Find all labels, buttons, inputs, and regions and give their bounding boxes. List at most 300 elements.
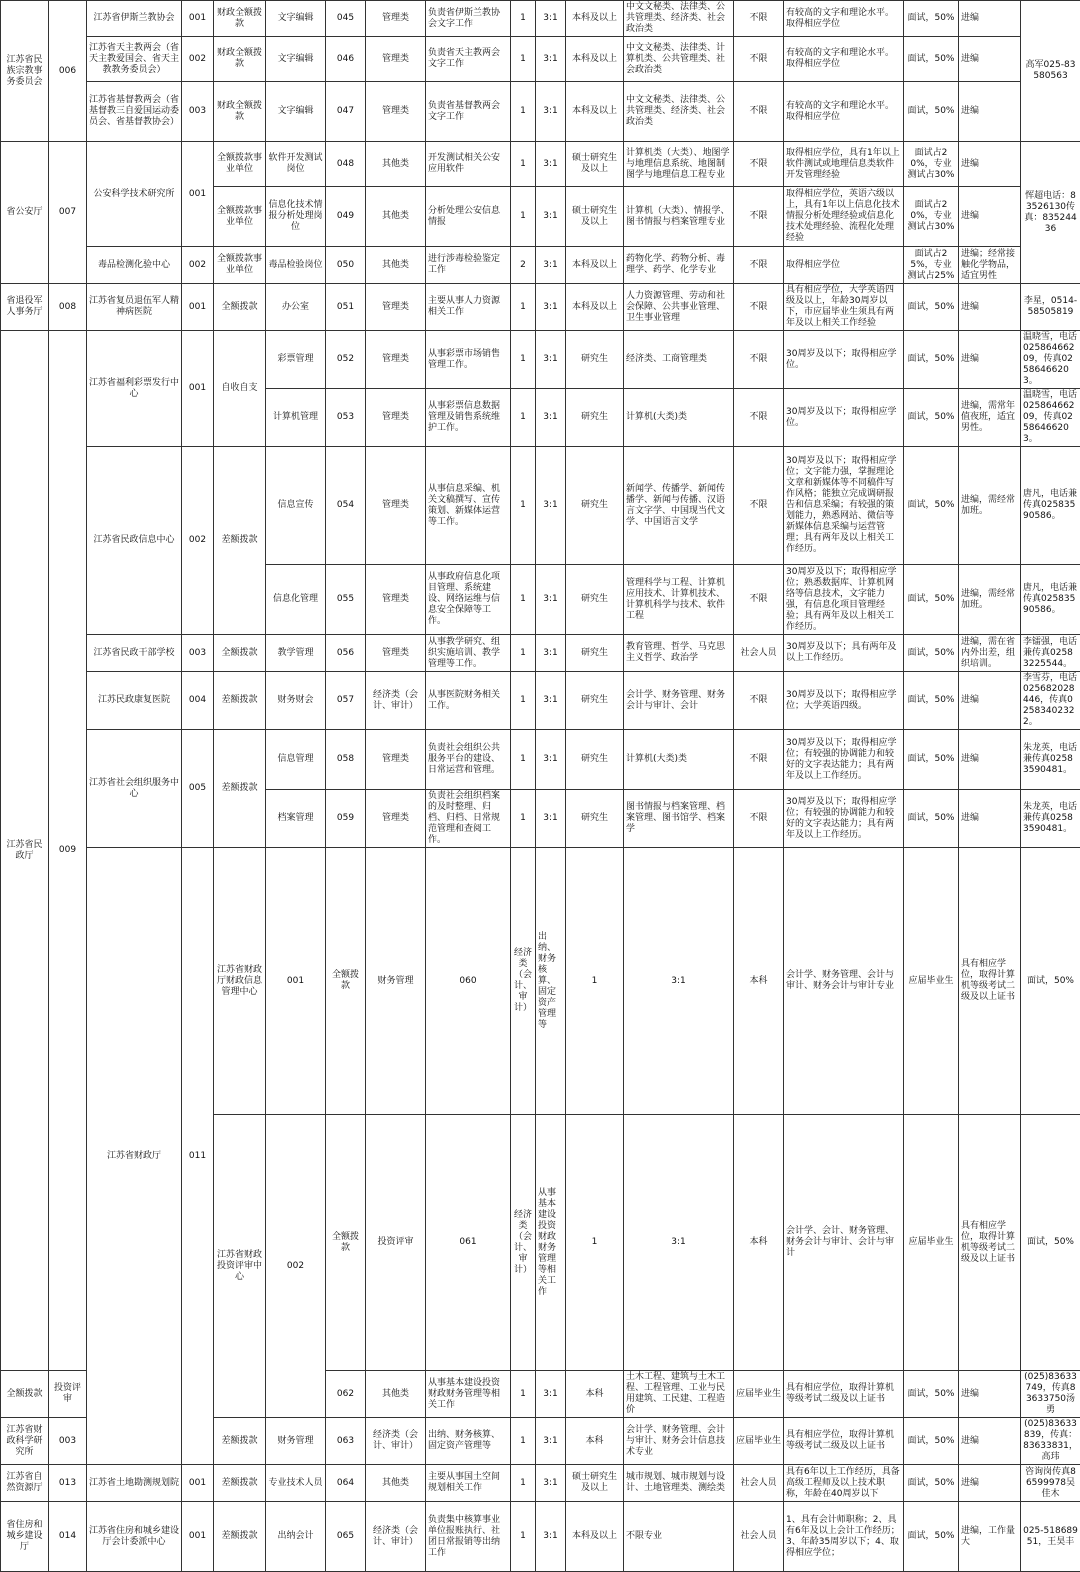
table-cell: 3:1 xyxy=(536,389,566,447)
table-cell: 差额拨款 xyxy=(214,1418,266,1465)
table-cell: 009 xyxy=(49,331,87,1371)
table-cell: 3:1 xyxy=(624,848,734,1115)
table-cell: 025-51868951，王昊丰 xyxy=(1021,1502,1080,1572)
table-cell: 开发测试相关公安应用软件 xyxy=(426,142,511,187)
table-cell: 3:1 xyxy=(536,284,566,331)
table-cell: 管理类 xyxy=(366,331,426,389)
table-cell: 差额拨款 xyxy=(214,447,266,635)
table-cell: 不限 xyxy=(734,565,784,635)
table-cell: 信息宣传 xyxy=(266,447,326,565)
table-cell: 差额拨款 xyxy=(214,730,266,848)
table-cell: 研究生 xyxy=(566,672,624,730)
table-cell: 进编 xyxy=(959,730,1021,790)
table-cell: 进编 xyxy=(959,1465,1021,1502)
table-cell: 研究生 xyxy=(566,565,624,635)
table-cell: 江苏省民政干部学校 xyxy=(87,635,182,672)
table-row xyxy=(1,37,1080,82)
table-cell: 不限 xyxy=(734,447,784,565)
table-cell: 公安科学技术研究所 xyxy=(87,142,182,247)
table-cell: 江苏民政康复医院 xyxy=(87,672,182,730)
table-cell: 信息化技术情报分析处理岗位 xyxy=(266,187,326,247)
table-cell: 专业技术人员 xyxy=(266,1465,326,1502)
table-cell: 计算机（大类）、情报学、图书情报与档案管理专业 xyxy=(624,187,734,247)
table-cell: 1 xyxy=(511,1371,536,1418)
table-cell: 007 xyxy=(49,142,87,284)
table-cell: 不限 xyxy=(734,790,784,848)
table-cell: 3:1 xyxy=(536,142,566,187)
table-cell: 管理类 xyxy=(366,635,426,672)
table-cell: 有较高的文字和理论水平。取得相应学位 xyxy=(784,1,904,37)
table-cell: 主要从事国土空间规划相关工作 xyxy=(426,1465,511,1502)
table-cell: 面试，50% xyxy=(904,389,959,447)
table-cell: 温晓雪，电话02586466209，传真02586466203。 xyxy=(1021,389,1080,447)
table-cell: 从事教学研究、组织实施培训、教学管理等工作。 xyxy=(426,635,511,672)
table-cell: 新闻学、传播学、新闻传播学、新闻与传播、汉语言文字学、中国现当代文学、中国语言文学 xyxy=(624,447,734,565)
table-cell: 002 xyxy=(266,1115,326,1418)
table-cell: 咨询岗传真86599978吴佳木 xyxy=(1021,1465,1080,1502)
table-cell: 财务财会 xyxy=(266,672,326,730)
table-cell: 江苏省民政厅 xyxy=(1,331,49,1371)
table-cell: 其他类 xyxy=(366,247,426,284)
table-cell: 全额拨款事业单位 xyxy=(214,142,266,187)
table-cell: 1 xyxy=(511,672,536,730)
table-cell: 管理类 xyxy=(366,790,426,848)
table-row xyxy=(1,284,1080,331)
table-cell: 003 xyxy=(182,82,214,142)
table-cell: 056 xyxy=(326,635,366,672)
table-cell: 唐凡，电话兼传真02583590586。 xyxy=(1021,565,1080,635)
table-cell: 会计学、财务管理、会计与审计、财务会计信息技术专业 xyxy=(624,1418,734,1465)
table-cell: 1 xyxy=(511,1,536,37)
table-cell: 唐凡，电话兼传真02583590586。 xyxy=(1021,447,1080,565)
table-cell: 面试，50% xyxy=(904,790,959,848)
table-cell: 取得相应学位 xyxy=(784,247,904,284)
table-cell: 3:1 xyxy=(536,1465,566,1502)
table-cell: 003 xyxy=(49,1418,87,1465)
table-cell: 30周岁及以下；取得相应学位；大学英语四级。 xyxy=(784,672,904,730)
table-cell: 从事彩票市场销售管理工作。 xyxy=(426,331,511,389)
table-cell: 001 xyxy=(182,142,214,247)
table-cell: 朱龙英，电话兼传真02583590481。 xyxy=(1021,790,1080,848)
table-cell: 应届毕业生 xyxy=(904,848,959,1115)
table-cell: 经济类（会计、审计） xyxy=(511,848,536,1115)
table-row xyxy=(1,142,1080,187)
table-cell: 不限 xyxy=(734,389,784,447)
table-cell: 朱龙英，电话兼传真02583590481。 xyxy=(1021,730,1080,790)
table-cell: 001 xyxy=(182,1,214,37)
table-cell: 进编，需经常加班。 xyxy=(959,447,1021,565)
table-cell: 不限 xyxy=(734,284,784,331)
table-cell: 013 xyxy=(49,1465,87,1502)
table-cell: 软件开发测试岗位 xyxy=(266,142,326,187)
table-row xyxy=(1,1465,1080,1502)
table-cell: 有较高的文字和理论水平。取得相应学位 xyxy=(784,37,904,82)
table-cell: 065 xyxy=(326,1502,366,1572)
table-cell: 进编 xyxy=(959,672,1021,730)
table-cell: 1 xyxy=(511,730,536,790)
table-cell: 30周岁及以下；取得相应学位；有较强的协调能力和较好的文字表达能力；具有两年及以上工作经历。 xyxy=(784,730,904,790)
table-cell: 2 xyxy=(511,247,536,284)
table-cell: 信息化管理 xyxy=(266,565,326,635)
table-cell: 研究生 xyxy=(566,331,624,389)
table-cell: 财政全额拨款 xyxy=(214,82,266,142)
table-cell: 004 xyxy=(182,672,214,730)
table-cell: 人力资源管理、劳动和社会保障、公共事业管理、卫生事业管理 xyxy=(624,284,734,331)
table-cell: 具有相应学位，取得计算机等级考试二级及以上证书 xyxy=(784,1371,904,1418)
table-cell: 研究生 xyxy=(566,635,624,672)
table-cell: 江苏省财政厅 xyxy=(87,848,182,1465)
table-cell: 温晓雪，电话02586466209，传真02586466203。 xyxy=(1021,331,1080,389)
table-cell: 中文文秘类、法律类、公共管理类、经济类、社会政治类 xyxy=(624,1,734,37)
table-cell: 分析处理公安信息情报 xyxy=(426,187,511,247)
table-cell: 进编，需在省内外出差，组织培训。 xyxy=(959,635,1021,672)
table-cell: 其他类 xyxy=(366,187,426,247)
table-cell: 全额拨款事业单位 xyxy=(214,187,266,247)
table-cell: 059 xyxy=(326,790,366,848)
table-cell: 计算机(大类)类 xyxy=(624,730,734,790)
table-cell: 会计学、财务管理、财务会计与审计、会计 xyxy=(624,672,734,730)
table-cell: 051 xyxy=(326,284,366,331)
table-cell: 差额拨款 xyxy=(214,1502,266,1572)
table-cell: 办公室 xyxy=(266,284,326,331)
table-cell: 1 xyxy=(511,790,536,848)
table-cell: 其他类 xyxy=(366,1371,426,1418)
table-cell: 其他类 xyxy=(366,142,426,187)
table-cell: 档案管理 xyxy=(266,790,326,848)
table-cell: 1 xyxy=(511,1502,536,1572)
table-cell: 财务管理 xyxy=(366,848,426,1115)
table-cell: 负责社会组织公共服务平台的建设、日常运营和管理。 xyxy=(426,730,511,790)
table-cell: 面试，50% xyxy=(904,1371,959,1418)
table-cell: 经济类、工商管理类 xyxy=(624,331,734,389)
table-cell: 江苏省社会组织服务中心 xyxy=(87,730,182,848)
table-cell: 30周岁及以下；取得相应学位。 xyxy=(784,389,904,447)
table-cell: 30周岁及以下；取得相应学位。 xyxy=(784,331,904,389)
table-cell: (025)83633839，传真：83633831，高玮 xyxy=(1021,1418,1080,1465)
table-cell: 江苏省土地勘测规划院 xyxy=(87,1465,182,1502)
table-row xyxy=(1,635,1080,672)
table-cell: 负责省伊斯兰教协会文字工作 xyxy=(426,1,511,37)
table-cell: 文字编辑 xyxy=(266,82,326,142)
table-cell: 财政全额拨款 xyxy=(214,37,266,82)
table-cell: 取得相应学位，英语六级以上，具有1年以上信息化技术情报分析处理经验或信息化技术处理经验、流程化处理经验 xyxy=(784,187,904,247)
table-cell: 1 xyxy=(511,82,536,142)
table-cell: 文字编辑 xyxy=(266,37,326,82)
table-cell: 投资评审 xyxy=(49,1371,87,1418)
table-row xyxy=(1,1502,1080,1572)
table-cell: 经济类（会计、审计） xyxy=(366,672,426,730)
table-cell: 061 xyxy=(426,1115,511,1371)
table-cell: 信息管理 xyxy=(266,730,326,790)
table-cell: 面试，50% xyxy=(904,730,959,790)
table-cell: 001 xyxy=(182,1465,214,1502)
table-cell: 社会人员 xyxy=(734,635,784,672)
table-cell: 062 xyxy=(326,1371,366,1418)
table-cell: 药物化学、药物分析、毒理学、药学、化学专业 xyxy=(624,247,734,284)
table-cell: 3:1 xyxy=(536,37,566,82)
table-cell: 不限 xyxy=(734,82,784,142)
table-cell: 管理类 xyxy=(366,389,426,447)
table-cell: 002 xyxy=(182,247,214,284)
table-cell: 江苏省天主教两会（省天主教爱国会、省天主教教务委员会） xyxy=(87,37,182,82)
table-cell: 社会人员 xyxy=(734,1465,784,1502)
table-body xyxy=(1,1,1080,1572)
table-cell: 048 xyxy=(326,142,366,187)
table-cell: 省住房和城乡建设厅 xyxy=(1,1502,49,1572)
table-cell: 全额拨款 xyxy=(1,1371,49,1418)
table-cell: 本科及以上 xyxy=(566,284,624,331)
table-cell: 060 xyxy=(426,848,511,1115)
table-cell: 002 xyxy=(182,37,214,82)
table-cell: 1 xyxy=(511,142,536,187)
table-cell: 本科 xyxy=(734,1115,784,1371)
table-row xyxy=(1,331,1080,389)
table-cell: 不限 xyxy=(734,672,784,730)
table-cell: 不限 xyxy=(734,247,784,284)
table-cell: 3:1 xyxy=(536,1418,566,1465)
table-cell: 应届毕业生 xyxy=(734,1418,784,1465)
table-cell: 研究生 xyxy=(566,790,624,848)
table-cell: 江苏省住房和城乡建设厅会计委派中心 xyxy=(87,1502,182,1572)
table-cell: 008 xyxy=(49,284,87,331)
table-row xyxy=(1,82,1080,142)
table-cell: 计算机(大类)类 xyxy=(624,389,734,447)
table-cell: 面试，50% xyxy=(904,284,959,331)
table-cell: 江苏省财政科学研究所 xyxy=(1,1418,49,1465)
table-cell: 面试，50% xyxy=(1021,848,1080,1115)
table-cell: 046 xyxy=(326,37,366,82)
table-cell: 从事信息采编、机关文稿撰写、宣传策划、新媒体运营等工作。 xyxy=(426,447,511,565)
table-cell: 进行涉毒检验鉴定工作 xyxy=(426,247,511,284)
table-cell: 管理类 xyxy=(366,565,426,635)
table-cell: 3:1 xyxy=(536,82,566,142)
table-cell: 面试，50% xyxy=(904,82,959,142)
table-cell: 014 xyxy=(49,1502,87,1572)
table-cell: 1 xyxy=(511,389,536,447)
table-cell: 1 xyxy=(566,1115,624,1371)
table-cell: 出纳会计 xyxy=(266,1502,326,1572)
table-cell: 进编；经常接触化学物品，适宜男性 xyxy=(959,247,1021,284)
table-cell: 30周岁及以下；具有两年及以上工作经历。 xyxy=(784,635,904,672)
table-cell: 3:1 xyxy=(536,635,566,672)
table-cell: 取得相应学位，具有1年以上软件测试或地理信息类软件开发管理经验 xyxy=(784,142,904,187)
table-cell: 毒品检测化验中心 xyxy=(87,247,182,284)
table-cell: 财政全额拨款 xyxy=(214,1,266,37)
table-cell: 面试，50% xyxy=(904,1502,959,1572)
table-cell: 本科及以上 xyxy=(566,1,624,37)
table-cell: 江苏省自然资源厅 xyxy=(1,1465,49,1502)
table-cell: 进编 xyxy=(959,331,1021,389)
table-cell: 不限 xyxy=(734,1,784,37)
table-cell: 进编 xyxy=(959,82,1021,142)
table-cell: 具有相应学位，取得计算机等级考试二级及以上证书 xyxy=(959,848,1021,1115)
table-row xyxy=(1,672,1080,730)
table-cell: 本科及以上 xyxy=(566,37,624,82)
table-cell: 进编 xyxy=(959,37,1021,82)
table-cell: 面试占20%，专业测试占30% xyxy=(904,187,959,247)
table-cell: 面试，50% xyxy=(904,447,959,565)
table-cell: 差额拨款 xyxy=(214,1465,266,1502)
table-cell: 江苏省伊斯兰教协会 xyxy=(87,1,182,37)
table-cell: 3:1 xyxy=(536,672,566,730)
table-cell: 土木工程、建筑与土木工程、工程管理、工业与民用建筑、工民建、工程造价 xyxy=(624,1371,734,1418)
table-row xyxy=(1,848,1080,1115)
table-cell: 自收自支 xyxy=(214,331,266,447)
table-cell: 3:1 xyxy=(536,1502,566,1572)
table-cell: 进编，工作量大 xyxy=(959,1502,1021,1572)
table-cell: 全额拨款 xyxy=(326,848,366,1115)
table-cell: 有较高的文字和理论水平。取得相应学位 xyxy=(784,82,904,142)
table-cell: 面试，50% xyxy=(904,1,959,37)
table-cell: 文字编辑 xyxy=(266,1,326,37)
table-cell: 教学管理 xyxy=(266,635,326,672)
table-cell: 001 xyxy=(182,331,214,447)
table-cell: 彩票管理 xyxy=(266,331,326,389)
table-cell: 30周岁及以下；取得相应学位；熟悉数据库、计算机网络等信息技术，文字能力强，有信息化项目管理经验；具有两年及以上相关工作经历。 xyxy=(784,565,904,635)
table-cell: 本科 xyxy=(566,1371,624,1418)
table-cell: 001 xyxy=(266,848,326,1115)
table-cell: 进编 xyxy=(959,187,1021,247)
table-cell: 管理类 xyxy=(366,37,426,82)
table-cell: 3:1 xyxy=(536,730,566,790)
table-cell: 经济类（会计、审计） xyxy=(366,1418,426,1465)
table-cell: 江苏省民政信息中心 xyxy=(87,447,182,635)
table-cell: 城市规划、城市规划与设计、土地管理类、测绘类 xyxy=(624,1465,734,1502)
table-cell: 1 xyxy=(511,447,536,565)
table-cell: 053 xyxy=(326,389,366,447)
table-cell: 011 xyxy=(182,848,214,1465)
table-cell: 064 xyxy=(326,1465,366,1502)
table-cell: 负责集中核算事业单位报账执行、社团日常报销等出纳工作 xyxy=(426,1502,511,1572)
table-cell: 3:1 xyxy=(536,1,566,37)
table-cell: 全额拨款事业单位 xyxy=(214,247,266,284)
table-cell: 进编，需经常加班。 xyxy=(959,565,1021,635)
table-cell: 投资评审 xyxy=(366,1115,426,1371)
table-cell: 不限 xyxy=(734,37,784,82)
table-cell: 会计学、会计、财务管理、财务会计与审计、会计与审计 xyxy=(784,1115,904,1371)
table-cell: 面试占20%，专业测试占30% xyxy=(904,142,959,187)
table-cell: 进编 xyxy=(959,1371,1021,1418)
table-cell: 差额拨款 xyxy=(214,672,266,730)
table-cell: 经济类（会计、审计） xyxy=(511,1115,536,1371)
table-cell: 李镭强，电话兼传真02583225544。 xyxy=(1021,635,1080,672)
table-cell: 江苏省财政投资评审中心 xyxy=(214,1115,266,1418)
table-cell: 恽超电话：83526130传真：83524436 xyxy=(1021,142,1080,284)
table-cell: 管理类 xyxy=(366,447,426,565)
table-cell: 1 xyxy=(511,1465,536,1502)
table-cell: 不限 xyxy=(734,331,784,389)
table-cell: 负责社会组织档案的及时整理、归档、归档、日常规范管理和查阅工作。 xyxy=(426,790,511,848)
table-cell: 计算机管理 xyxy=(266,389,326,447)
table-cell: 李星，0514-58505819 xyxy=(1021,284,1080,331)
table-cell: 057 xyxy=(326,672,366,730)
table-cell: 出纳、财务核算、固定资产管理等 xyxy=(426,1418,511,1465)
table-cell: 主要从事人力资源相关工作 xyxy=(426,284,511,331)
table-cell: 不限专业 xyxy=(624,1502,734,1572)
table-cell: 面试，50% xyxy=(904,37,959,82)
table-cell: 负责省天主教两会文字工作 xyxy=(426,37,511,82)
table-cell: 055 xyxy=(326,565,366,635)
table-cell: 本科 xyxy=(734,848,784,1115)
table-cell: 江苏省财政厅财政信息管理中心 xyxy=(214,848,266,1115)
table-cell: 050 xyxy=(326,247,366,284)
table-cell: 063 xyxy=(326,1418,366,1465)
table-cell: 30周岁及以下；取得相应学位；文字能力强，掌握理论文章和新媒体等不同稿件写作风格；能独立完成调研报告和信息采编；有较强的策划能力，熟悉网站、微信等新媒体信息采编与运营管理；具有两年及以上相关工作经历。 xyxy=(784,447,904,565)
table-cell: 中文文秘类、法律类、公共管理类、经济类、社会政治类 xyxy=(624,82,734,142)
table-cell: 管理科学与工程、计算机应用技术、计算机技术、计算机科学与技术、软件工程 xyxy=(624,565,734,635)
table-cell: 高军025-83580563 xyxy=(1021,1,1080,142)
table-cell: 1 xyxy=(511,331,536,389)
table-row xyxy=(1,1,1080,37)
table-cell: 不限 xyxy=(734,142,784,187)
table-cell: 进编 xyxy=(959,284,1021,331)
table-cell: 从事基本建设投资财政财务管理等相关工作 xyxy=(536,1115,566,1371)
table-cell: 进编，需常年值夜班，适宜男性。 xyxy=(959,389,1021,447)
table-cell: 管理类 xyxy=(366,82,426,142)
table-cell: 江苏省民族宗教事务委员会 xyxy=(1,1,49,142)
table-cell: 教育管理、哲学、马克思主义哲学、政治学 xyxy=(624,635,734,672)
table-cell: 全额拨款 xyxy=(214,635,266,672)
table-cell: 图书情报与档案管理、档案管理、图书馆学、档案学 xyxy=(624,790,734,848)
table-cell: 江苏省基督教两会（省基督教三自爱国运动委员会、省基督教协会） xyxy=(87,82,182,142)
table-cell: 002 xyxy=(182,447,214,635)
table-cell: 001 xyxy=(182,1502,214,1572)
table-cell: 058 xyxy=(326,730,366,790)
table-cell: 不限 xyxy=(734,187,784,247)
table-cell: 面试，50% xyxy=(904,331,959,389)
table-cell: 硕士研究生及以上 xyxy=(566,1465,624,1502)
table-cell: 3:1 xyxy=(536,1371,566,1418)
table-cell: 应届毕业生 xyxy=(904,1115,959,1371)
table-cell: 研究生 xyxy=(566,447,624,565)
table-cell: 1 xyxy=(511,1418,536,1465)
table-cell: 049 xyxy=(326,187,366,247)
table-cell: 面试，50% xyxy=(904,635,959,672)
table-cell: 3:1 xyxy=(536,447,566,565)
table-cell: 054 xyxy=(326,447,366,565)
table-cell: 面试，50% xyxy=(1021,1115,1080,1371)
table-cell: 进编 xyxy=(959,790,1021,848)
table-cell: 1 xyxy=(511,37,536,82)
table-cell: 006 xyxy=(49,1,87,142)
table-cell: 管理类 xyxy=(366,1,426,37)
table-cell: 30周岁及以下；取得相应学位；有较强的协调能力和较好的文字表达能力；具有两年及以上工作经历。 xyxy=(784,790,904,848)
table-cell: 财务管理 xyxy=(266,1418,326,1465)
table-cell: 052 xyxy=(326,331,366,389)
table-cell: (025)83633749，传真83633750汤勇 xyxy=(1021,1371,1080,1418)
table-cell: 面试占25%，专业测试占25% xyxy=(904,247,959,284)
table-row xyxy=(1,447,1080,565)
table-cell: 从事基本建设投资财政财务管理等相关工作 xyxy=(426,1371,511,1418)
table-cell: 硕士研究生及以上 xyxy=(566,142,624,187)
table-cell: 本科 xyxy=(566,1418,624,1465)
table-cell: 从事医院财务相关工作。 xyxy=(426,672,511,730)
table-cell: 出纳、财务核算、固定资产管理等 xyxy=(536,848,566,1115)
table-cell: 具有相应学位，大学英语四级及以上，年龄30周岁以下，市应届毕业生须具有两年及以上相关工作经验 xyxy=(784,284,904,331)
table-cell: 面试，50% xyxy=(904,565,959,635)
table-cell: 研究生 xyxy=(566,389,624,447)
table-cell: 具有相应学位，取得计算机等级考试二级及以上证书 xyxy=(784,1418,904,1465)
table-cell: 管理类 xyxy=(366,284,426,331)
table-cell: 计算机类（大类）、地图学与地理信息系统、地图制图学与地理信息工程专业 xyxy=(624,142,734,187)
table-cell: 具有相应学位，取得计算机等级考试二级及以上证书 xyxy=(959,1115,1021,1371)
table-cell: 1 xyxy=(511,284,536,331)
table-cell: 1 xyxy=(511,187,536,247)
table-cell: 经济类（会计、审计） xyxy=(366,1502,426,1572)
table-cell: 面试，50% xyxy=(904,1418,959,1465)
table-cell: 从事政府信息化项目管理、系统建设、网络运维与信息安全保障等工作。 xyxy=(426,565,511,635)
table-cell: 1 xyxy=(511,635,536,672)
